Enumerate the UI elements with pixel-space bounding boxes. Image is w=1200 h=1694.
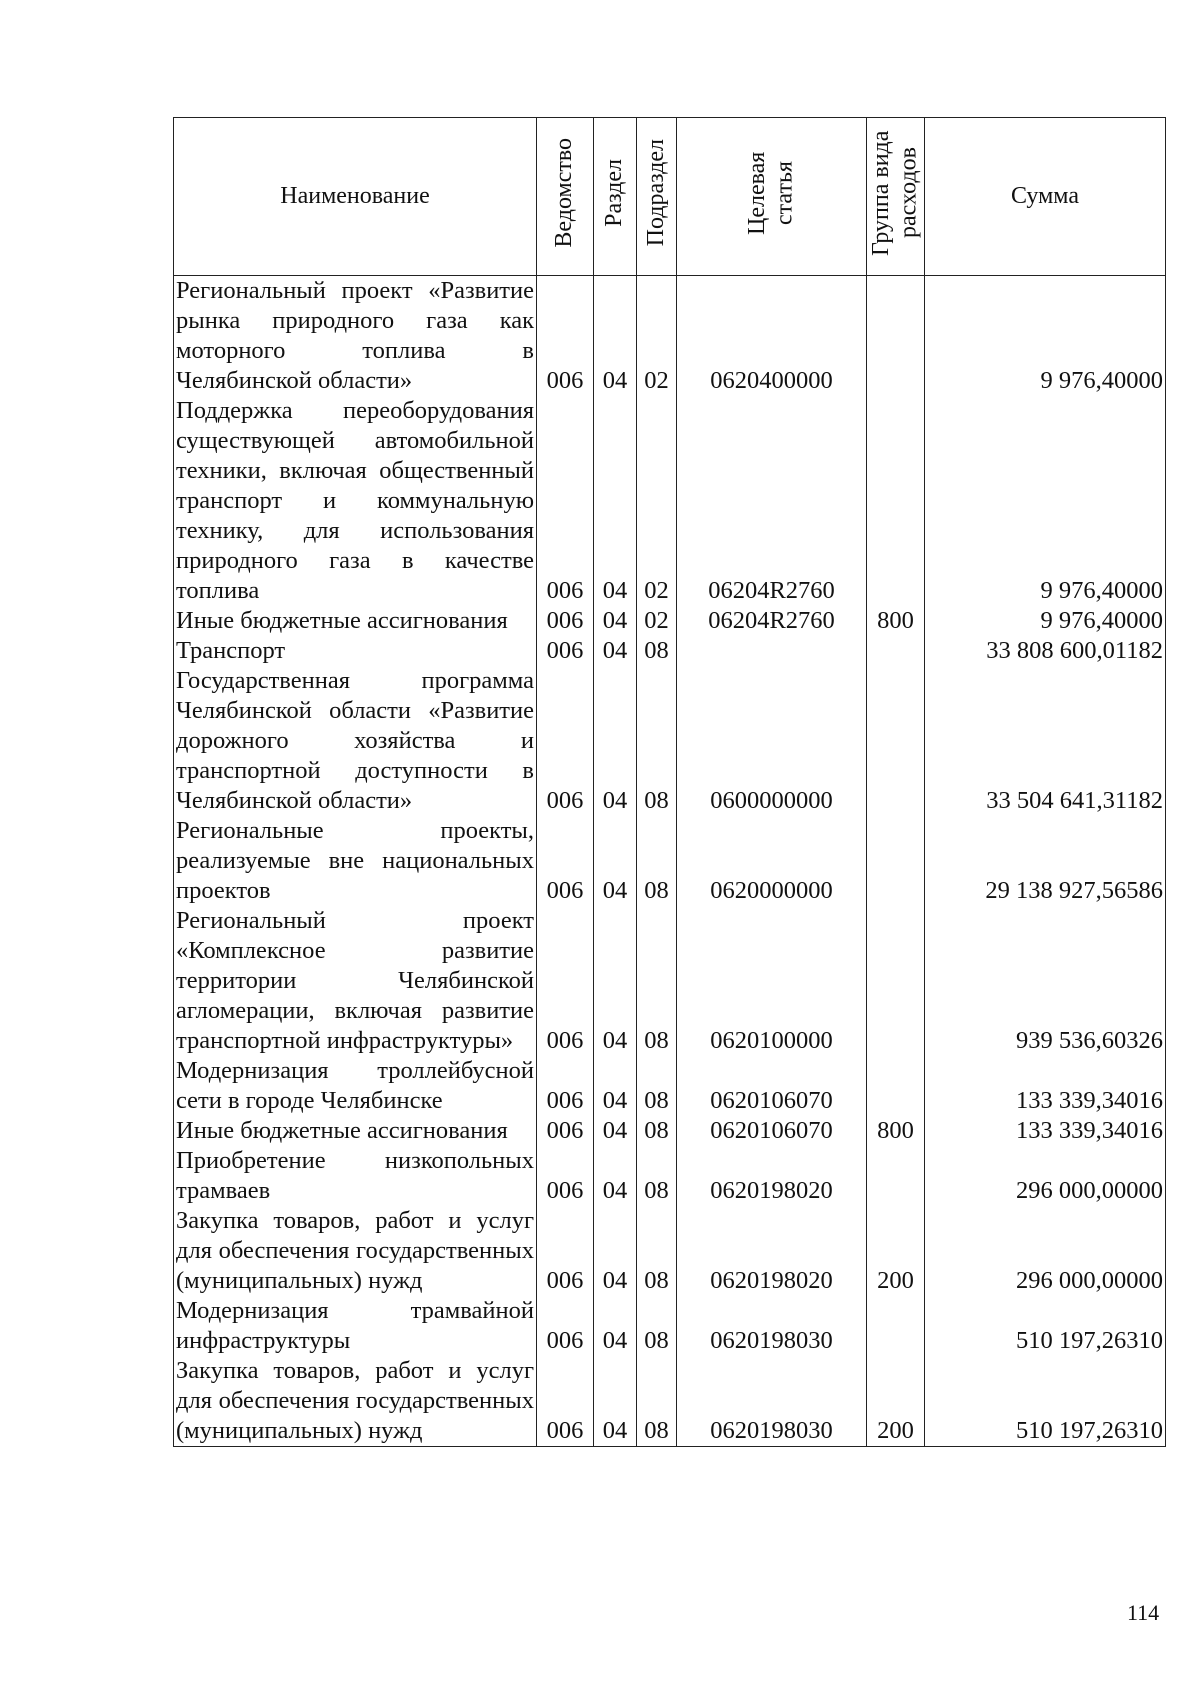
cell-vedomstvo: 006: [537, 1116, 594, 1146]
cell-name: Иные бюджетные ассигнования: [174, 1116, 537, 1146]
cell-name: Государственная программа Челябинской области «Развитие дорожного хозяйства и транспортной доступности в Челябинской области»: [174, 666, 537, 816]
cell-razdel: 04: [594, 666, 637, 816]
cell-razdel: 04: [594, 276, 637, 397]
cell-podrazdel: 08: [637, 1356, 677, 1447]
cell-gruppa: 800: [867, 1116, 925, 1146]
cell-gruppa: [867, 906, 925, 1056]
cell-celevaya-statya: 0620198030: [677, 1296, 867, 1356]
cell-name: Модернизация трамвайной инфраструктуры: [174, 1296, 537, 1356]
cell-podrazdel: 02: [637, 396, 677, 606]
cell-name: Модернизация троллейбусной сети в городе Челябинске: [174, 1056, 537, 1116]
cell-vedomstvo: 006: [537, 1056, 594, 1116]
cell-vedomstvo: 006: [537, 816, 594, 906]
table-row: [174, 636, 1166, 666]
cell-celevaya-statya: [677, 636, 867, 666]
cell-summa: 296 000,00000: [925, 1146, 1166, 1206]
cell-razdel: 04: [594, 1146, 637, 1206]
cell-vedomstvo: 006: [537, 276, 594, 397]
cell-celevaya-statya: 0620000000: [677, 816, 867, 906]
cell-summa: 296 000,00000: [925, 1206, 1166, 1296]
cell-gruppa: [867, 276, 925, 397]
cell-gruppa: 800: [867, 606, 925, 636]
cell-gruppa: 200: [867, 1206, 925, 1296]
table-row: [174, 906, 1166, 1056]
cell-vedomstvo: 006: [537, 906, 594, 1056]
cell-vedomstvo: 006: [537, 636, 594, 666]
cell-celevaya-statya: 0620198020: [677, 1206, 867, 1296]
header-celevaya-statya: Целевая статья: [677, 118, 867, 276]
cell-name: Приобретение низкопольных трамваев: [174, 1146, 537, 1206]
cell-celevaya-statya: 06204R2760: [677, 396, 867, 606]
table-row: [174, 1116, 1166, 1146]
table-row: [174, 396, 1166, 606]
cell-celevaya-statya: 0620198030: [677, 1356, 867, 1447]
cell-vedomstvo: 006: [537, 1356, 594, 1447]
cell-podrazdel: 08: [637, 1146, 677, 1206]
cell-vedomstvo: 006: [537, 606, 594, 636]
cell-vedomstvo: 006: [537, 1296, 594, 1356]
cell-name: Региональный проект «Развитие рынка природного газа как моторного топлива в Челябинской области»: [174, 276, 537, 397]
cell-name: Иные бюджетные ассигнования: [174, 606, 537, 636]
table-row: [174, 1296, 1166, 1356]
cell-celevaya-statya: 0620198020: [677, 1146, 867, 1206]
table-row: [174, 1056, 1166, 1116]
table-row: [174, 276, 1166, 397]
cell-razdel: 04: [594, 816, 637, 906]
budget-table: [173, 117, 1166, 1447]
cell-podrazdel: 02: [637, 606, 677, 636]
cell-vedomstvo: 006: [537, 666, 594, 816]
cell-podrazdel: 02: [637, 276, 677, 397]
cell-celevaya-statya: 0600000000: [677, 666, 867, 816]
header-vedomstvo: Ведомство: [537, 118, 594, 276]
header-razdel: Раздел: [594, 118, 637, 276]
cell-razdel: 04: [594, 396, 637, 606]
table-row: [174, 1356, 1166, 1447]
cell-vedomstvo: 006: [537, 396, 594, 606]
table-header: [174, 118, 1166, 276]
table-row: [174, 606, 1166, 636]
cell-gruppa: [867, 1146, 925, 1206]
cell-name: Поддержка переоборудования существующей автомобильной техники, включая общественный транспорт и коммунальную технику, для использования природного газа в качестве топлива: [174, 396, 537, 606]
cell-summa: 510 197,26310: [925, 1296, 1166, 1356]
table-row: [174, 666, 1166, 816]
cell-celevaya-statya: 06204R2760: [677, 606, 867, 636]
table-row: [174, 816, 1166, 906]
cell-podrazdel: 08: [637, 1056, 677, 1116]
cell-celevaya-statya: 0620106070: [677, 1056, 867, 1116]
cell-summa: 133 339,34016: [925, 1116, 1166, 1146]
cell-gruppa: [867, 816, 925, 906]
cell-gruppa: [867, 1296, 925, 1356]
header-summa: Сумма: [925, 118, 1166, 276]
cell-celevaya-statya: 0620100000: [677, 906, 867, 1056]
cell-razdel: 04: [594, 906, 637, 1056]
page-number: 114: [1127, 1600, 1160, 1625]
cell-razdel: 04: [594, 1116, 637, 1146]
cell-podrazdel: 08: [637, 1116, 677, 1146]
cell-name: Транспорт: [174, 636, 537, 666]
table-row: [174, 1206, 1166, 1296]
cell-gruppa: [867, 396, 925, 606]
cell-podrazdel: 08: [637, 1296, 677, 1356]
header-gruppa-vida-rashodov: Группа вида расходов: [867, 118, 925, 276]
cell-summa: 510 197,26310: [925, 1356, 1166, 1447]
cell-summa: 133 339,34016: [925, 1056, 1166, 1116]
cell-podrazdel: 08: [637, 636, 677, 666]
cell-summa: 29 138 927,56586: [925, 816, 1166, 906]
cell-gruppa: [867, 666, 925, 816]
table-body: [174, 276, 1166, 1447]
header-name: Наименование: [174, 118, 537, 276]
cell-summa: 33 808 600,01182: [925, 636, 1166, 666]
cell-razdel: 04: [594, 1296, 637, 1356]
cell-vedomstvo: 006: [537, 1206, 594, 1296]
cell-name: Закупка товаров, работ и услуг для обеспечения государственных (муниципальных) нужд: [174, 1356, 537, 1447]
cell-summa: 33 504 641,31182: [925, 666, 1166, 816]
cell-razdel: 04: [594, 1206, 637, 1296]
cell-razdel: 04: [594, 606, 637, 636]
cell-razdel: 04: [594, 1056, 637, 1116]
cell-razdel: 04: [594, 1356, 637, 1447]
cell-podrazdel: 08: [637, 666, 677, 816]
cell-gruppa: 200: [867, 1356, 925, 1447]
cell-summa: 9 976,40000: [925, 396, 1166, 606]
cell-name: Региональные проекты, реализуемые вне национальных проектов: [174, 816, 537, 906]
cell-summa: 9 976,40000: [925, 276, 1166, 397]
cell-razdel: 04: [594, 636, 637, 666]
cell-gruppa: [867, 1056, 925, 1116]
cell-celevaya-statya: 0620106070: [677, 1116, 867, 1146]
cell-name: Региональный проект «Комплексное развитие территории Челябинской агломерации, включая развитие транспортной инфраструктуры»: [174, 906, 537, 1056]
cell-name: Закупка товаров, работ и услуг для обеспечения государственных (муниципальных) нужд: [174, 1206, 537, 1296]
cell-podrazdel: 08: [637, 816, 677, 906]
cell-summa: 9 976,40000: [925, 606, 1166, 636]
cell-celevaya-statya: 0620400000: [677, 276, 867, 397]
cell-summa: 939 536,60326: [925, 906, 1166, 1056]
cell-podrazdel: 08: [637, 1206, 677, 1296]
cell-vedomstvo: 006: [537, 1146, 594, 1206]
table-row: [174, 1146, 1166, 1206]
cell-gruppa: [867, 636, 925, 666]
cell-podrazdel: 08: [637, 906, 677, 1056]
header-podrazdel: Подраздел: [637, 118, 677, 276]
